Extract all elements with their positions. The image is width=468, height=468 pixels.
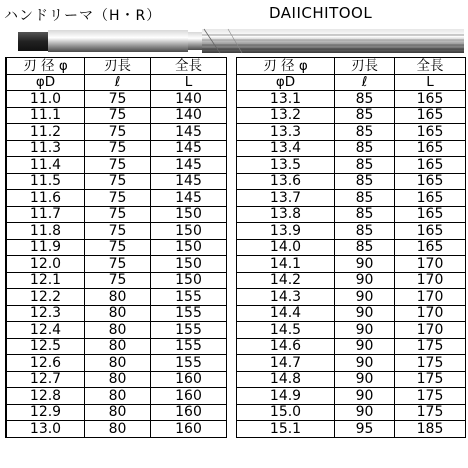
- cell-diameter: 11.9: [6, 239, 85, 256]
- cell-blade-length: 90: [335, 322, 395, 339]
- spec-table-right: [236, 57, 466, 438]
- cell-diameter: 13.8: [237, 206, 335, 223]
- cell-total-length: 170: [395, 305, 466, 322]
- spec-table-left: [5, 57, 227, 438]
- cell-blade-length: 75: [85, 124, 151, 141]
- header-symbol-row: [237, 74, 466, 91]
- header-blade-length: 刃長: [335, 58, 395, 75]
- cell-diameter: 14.5: [237, 322, 335, 339]
- cell-blade-length: 90: [335, 355, 395, 372]
- cell-blade-length: 80: [85, 421, 151, 438]
- table-row: [6, 388, 227, 405]
- cell-diameter: 13.5: [237, 157, 335, 174]
- cell-total-length: 165: [395, 157, 466, 174]
- cell-blade-length: 80: [85, 404, 151, 421]
- cell-diameter: 11.1: [6, 107, 85, 124]
- cell-diameter: 11.6: [6, 190, 85, 207]
- cell-diameter: 11.4: [6, 157, 85, 174]
- cell-diameter: 12.5: [6, 338, 85, 355]
- table-row: [6, 107, 227, 124]
- header-diameter-symbol: φD: [237, 74, 335, 91]
- cell-blade-length: 85: [335, 157, 395, 174]
- cell-diameter: 12.7: [6, 371, 85, 388]
- cell-diameter: 15.0: [237, 404, 335, 421]
- cell-blade-length: 75: [85, 140, 151, 157]
- cell-total-length: 160: [151, 404, 227, 421]
- cell-blade-length: 90: [335, 338, 395, 355]
- cell-diameter: 14.0: [237, 239, 335, 256]
- table-row: [6, 322, 227, 339]
- table-row: [237, 140, 466, 157]
- cell-blade-length: 90: [335, 289, 395, 306]
- cell-diameter: 14.2: [237, 272, 335, 289]
- cell-diameter: 11.3: [6, 140, 85, 157]
- table-row: [6, 91, 227, 108]
- cell-total-length: 155: [151, 289, 227, 306]
- cell-blade-length: 85: [335, 91, 395, 108]
- cell-blade-length: 75: [85, 157, 151, 174]
- cell-total-length: 165: [395, 239, 466, 256]
- table-row: [237, 371, 466, 388]
- cell-total-length: 165: [395, 223, 466, 240]
- cell-diameter: 11.8: [6, 223, 85, 240]
- cell-blade-length: 90: [335, 305, 395, 322]
- cell-total-length: 145: [151, 173, 227, 190]
- table-row: [6, 421, 227, 438]
- cell-total-length: 175: [395, 371, 466, 388]
- cell-blade-length: 85: [335, 239, 395, 256]
- cell-total-length: 165: [395, 206, 466, 223]
- table-row: [6, 355, 227, 372]
- cell-blade-length: 85: [335, 173, 395, 190]
- cell-total-length: 165: [395, 173, 466, 190]
- cell-diameter: 14.3: [237, 289, 335, 306]
- table-row: [6, 272, 227, 289]
- cell-total-length: 165: [395, 91, 466, 108]
- table-row: [6, 338, 227, 355]
- cell-total-length: 145: [151, 140, 227, 157]
- cell-total-length: 170: [395, 322, 466, 339]
- cell-total-length: 140: [151, 91, 227, 108]
- cell-blade-length: 75: [85, 91, 151, 108]
- cell-diameter: 13.9: [237, 223, 335, 240]
- cell-blade-length: 75: [85, 256, 151, 273]
- hand-reamer-tool-icon: [8, 28, 464, 54]
- cell-total-length: 150: [151, 206, 227, 223]
- brand-name: DAIICHITOOL: [269, 4, 373, 22]
- cell-diameter: 13.0: [6, 421, 85, 438]
- cell-diameter: 11.7: [6, 206, 85, 223]
- cell-total-length: 150: [151, 256, 227, 273]
- cell-blade-length: 90: [335, 404, 395, 421]
- cell-diameter: 12.4: [6, 322, 85, 339]
- header-row: [237, 58, 466, 75]
- cell-total-length: 155: [151, 338, 227, 355]
- table-row: [237, 256, 466, 273]
- cell-blade-length: 90: [335, 371, 395, 388]
- cell-diameter: 13.1: [237, 91, 335, 108]
- cell-diameter: 12.3: [6, 305, 85, 322]
- cell-diameter: 14.7: [237, 355, 335, 372]
- table-row: [6, 371, 227, 388]
- cell-total-length: 155: [151, 305, 227, 322]
- table-row: [6, 223, 227, 240]
- cell-blade-length: 80: [85, 388, 151, 405]
- table-row: [6, 157, 227, 174]
- header-total-length: 全長: [151, 58, 227, 75]
- cell-diameter: 14.9: [237, 388, 335, 405]
- cell-total-length: 155: [151, 322, 227, 339]
- cell-diameter: 13.6: [237, 173, 335, 190]
- cell-diameter: 13.4: [237, 140, 335, 157]
- header-symbol-row: [6, 74, 227, 91]
- header-row: [6, 58, 227, 75]
- cell-blade-length: 80: [85, 305, 151, 322]
- cell-blade-length: 75: [85, 206, 151, 223]
- cell-diameter: 12.0: [6, 256, 85, 273]
- cell-diameter: 13.7: [237, 190, 335, 207]
- cell-blade-length: 85: [335, 124, 395, 141]
- cell-diameter: 15.1: [237, 421, 335, 438]
- cell-diameter: 12.2: [6, 289, 85, 306]
- table-row: [237, 388, 466, 405]
- cell-total-length: 160: [151, 371, 227, 388]
- header-diameter: 刃 径 φ: [6, 58, 85, 75]
- table-row: [6, 239, 227, 256]
- cell-blade-length: 95: [335, 421, 395, 438]
- cell-diameter: 14.6: [237, 338, 335, 355]
- cell-total-length: 170: [395, 289, 466, 306]
- cell-blade-length: 85: [335, 107, 395, 124]
- table-row: [6, 256, 227, 273]
- table-row: [237, 91, 466, 108]
- cell-blade-length: 80: [85, 338, 151, 355]
- cell-diameter: 14.8: [237, 371, 335, 388]
- cell-total-length: 165: [395, 190, 466, 207]
- header-total-symbol: L: [395, 74, 466, 91]
- cell-blade-length: 80: [85, 322, 151, 339]
- cell-blade-length: 75: [85, 272, 151, 289]
- table-row: [6, 190, 227, 207]
- cell-total-length: 165: [395, 140, 466, 157]
- cell-blade-length: 90: [335, 388, 395, 405]
- cell-blade-length: 75: [85, 223, 151, 240]
- header-blade-length: 刃長: [85, 58, 151, 75]
- table-row: [237, 355, 466, 372]
- cell-diameter: 12.6: [6, 355, 85, 372]
- cell-blade-length: 90: [335, 272, 395, 289]
- table-row: [237, 289, 466, 306]
- cell-blade-length: 75: [85, 107, 151, 124]
- table-row: [6, 124, 227, 141]
- table-row: [237, 239, 466, 256]
- table-row: [6, 173, 227, 190]
- cell-diameter: 11.2: [6, 124, 85, 141]
- table-row: [237, 421, 466, 438]
- cell-blade-length: 85: [335, 223, 395, 240]
- table-row: [237, 223, 466, 240]
- header-blade-symbol: ℓ: [335, 74, 395, 91]
- cell-total-length: 175: [395, 388, 466, 405]
- table-row: [237, 404, 466, 421]
- cell-blade-length: 85: [335, 206, 395, 223]
- table-row: [6, 289, 227, 306]
- header-total-length: 全長: [395, 58, 466, 75]
- table-row: [237, 190, 466, 207]
- cell-blade-length: 80: [85, 355, 151, 372]
- table-row: [6, 305, 227, 322]
- cell-diameter: 13.3: [237, 124, 335, 141]
- cell-total-length: 175: [395, 355, 466, 372]
- cell-total-length: 150: [151, 239, 227, 256]
- cell-blade-length: 85: [335, 140, 395, 157]
- cell-total-length: 185: [395, 421, 466, 438]
- cell-diameter: 11.0: [6, 91, 85, 108]
- table-row: [6, 404, 227, 421]
- cell-blade-length: 90: [335, 256, 395, 273]
- cell-blade-length: 75: [85, 173, 151, 190]
- table-row: [237, 322, 466, 339]
- cell-total-length: 145: [151, 157, 227, 174]
- table-row: [6, 206, 227, 223]
- table-row: [237, 206, 466, 223]
- cell-diameter: 13.2: [237, 107, 335, 124]
- table-row: [237, 173, 466, 190]
- cell-blade-length: 80: [85, 289, 151, 306]
- cell-blade-length: 80: [85, 371, 151, 388]
- cell-total-length: 155: [151, 355, 227, 372]
- page-title: ハンドリーマ（H・R）: [4, 8, 162, 24]
- table-row: [237, 338, 466, 355]
- cell-total-length: 160: [151, 388, 227, 405]
- cell-total-length: 165: [395, 107, 466, 124]
- table-row: [237, 124, 466, 141]
- cell-total-length: 175: [395, 404, 466, 421]
- cell-diameter: 12.9: [6, 404, 85, 421]
- cell-diameter: 12.1: [6, 272, 85, 289]
- header-total-symbol: L: [151, 74, 227, 91]
- table-row: [237, 107, 466, 124]
- cell-blade-length: 85: [335, 190, 395, 207]
- cell-blade-length: 75: [85, 190, 151, 207]
- header-diameter-symbol: φD: [6, 74, 85, 91]
- cell-total-length: 170: [395, 272, 466, 289]
- table-row: [237, 157, 466, 174]
- cell-total-length: 150: [151, 272, 227, 289]
- cell-diameter: 12.8: [6, 388, 85, 405]
- header-diameter: 刃 径 φ: [237, 58, 335, 75]
- cell-total-length: 170: [395, 256, 466, 273]
- cell-diameter: 14.1: [237, 256, 335, 273]
- cell-total-length: 150: [151, 223, 227, 240]
- header-blade-symbol: ℓ: [85, 74, 151, 91]
- cell-total-length: 145: [151, 190, 227, 207]
- table-row: [237, 305, 466, 322]
- cell-total-length: 140: [151, 107, 227, 124]
- cell-total-length: 145: [151, 124, 227, 141]
- cell-blade-length: 75: [85, 239, 151, 256]
- cell-diameter: 14.4: [237, 305, 335, 322]
- table-row: [6, 140, 227, 157]
- table-row: [237, 272, 466, 289]
- cell-total-length: 160: [151, 421, 227, 438]
- cell-total-length: 165: [395, 124, 466, 141]
- cell-total-length: 175: [395, 338, 466, 355]
- cell-diameter: 11.5: [6, 173, 85, 190]
